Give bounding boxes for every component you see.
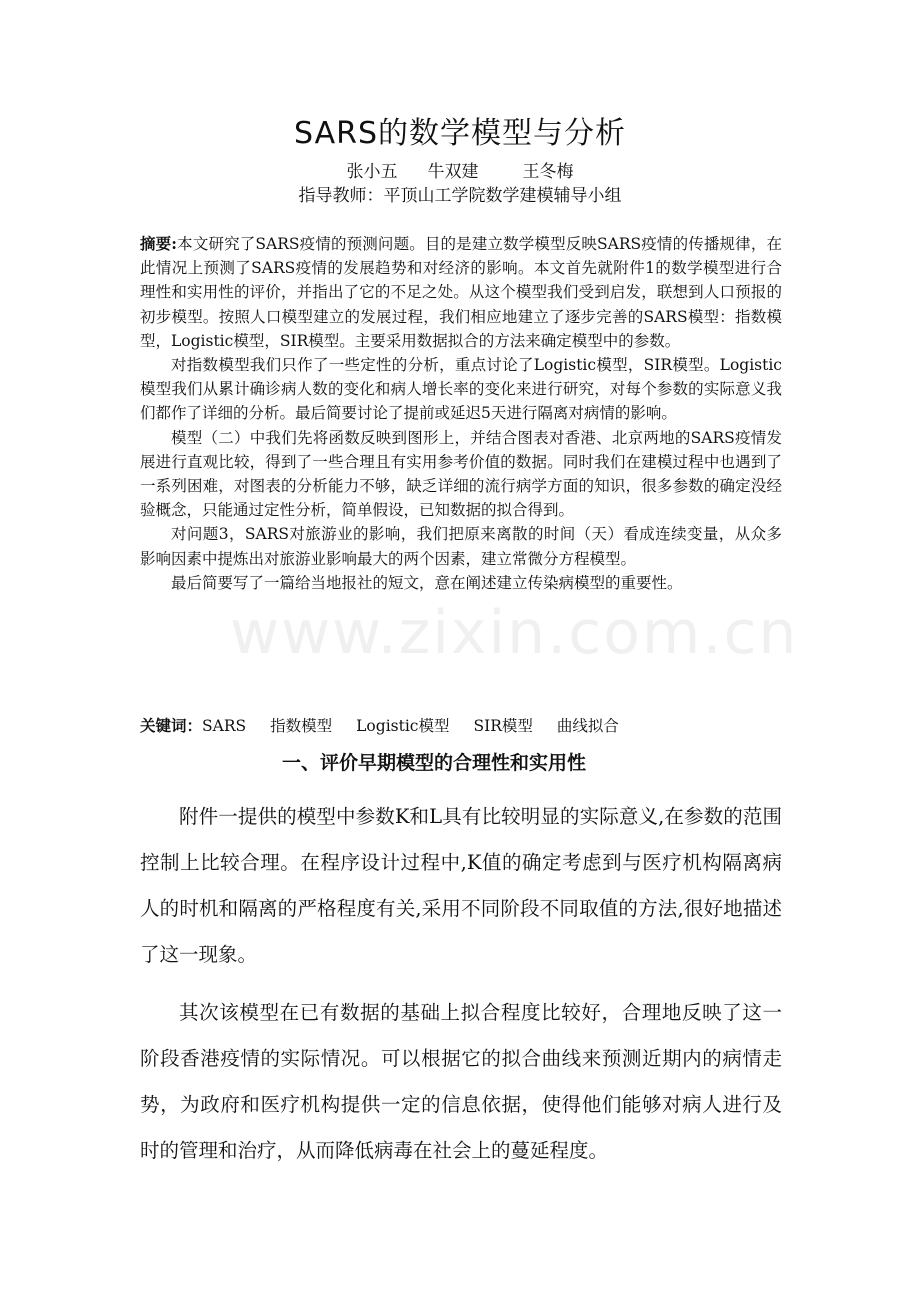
abstract-text: 本文研究了SARS疫情的预测问题。目的是建立数学模型反映SARS疫情的传播规律，在此情况上预测了SARS疫情的发展趋势和对经济的影响。本文首先就附件1的数学模型进行合理性和实用性的评价，并指出了它的不足之处。从这个模型我们受到启发，联想到人口预报的初步模型。按照人口模型建立的发展过程，我们相应地建立了逐步完善的SARS模型：指数模型，Logistic模型，SIR模型。主要采用数据拟合的方法来确定模型中的参数。 (140, 235, 782, 350)
abstract-paragraph: 对问题3，SARS对旅游业的影响，我们把原来离散的时间（天）看成连续变量，从众多影响因素中提炼出对旅游业影响最大的两个因素，建立常微分方程模型。 (140, 525, 782, 568)
abstract-paragraph: 最后简要写了一篇给当地报社的短文，意在阐述建立传染病模型的重要性。 (171, 573, 683, 592)
advisor-line: 指导教师：平顶山工学院数学建模辅导小组 (298, 186, 622, 206)
keyword: 曲线拟合 (556, 717, 619, 735)
keyword: SARS (202, 717, 247, 735)
author-name: 张小五 (346, 162, 398, 182)
keyword: Logistic模型 (356, 717, 450, 735)
abstract-section (140, 232, 782, 595)
section-heading: 一、评价早期模型的合理性和实用性 (281, 752, 586, 774)
keyword: 指数模型 (270, 717, 333, 735)
author-list (0, 160, 920, 184)
section-body (140, 794, 782, 1174)
author-name: 牛双建 (427, 162, 479, 182)
abstract-label: 摘要: (140, 234, 178, 253)
body-paragraph: 附件一提供的模型中参数K和L具有比较明显的实际意义,在参数的范围控制上比较合理。在程序设计过程中,K值的确定考虑到与医疗机构隔离病人的时机和隔离的严格程度有关,采用不同阶段不同取值的方法,很好地描述了这一现象。 (140, 805, 782, 966)
keywords-line (140, 714, 782, 738)
keywords-label: 关键词： (140, 716, 203, 735)
abstract-paragraph: 对指数模型我们只作了一些定性的分析，重点讨论了Logistic模型，SIR模型。Logistic模型我们从累计确诊病人数的变化和病人增长率的变化来进行研究，对每个参数的实际意义我们都作了详细的分析。最后简要讨论了提前或延迟5天进行隔离对病情的影响。 (140, 356, 782, 423)
abstract-paragraph (140, 232, 782, 353)
paper-title: SARS的数学模型与分析 (293, 116, 626, 151)
author-name: 王冬梅 (522, 162, 574, 182)
keyword: SIR模型 (473, 717, 533, 735)
body-paragraph: 其次该模型在已有数据的基础上拟合程度比较好，合理地反映了这一阶段香港疫情的实际情况。可以根据它的拟合曲线来预测近期内的病情走势，为政府和医疗机构提供一定的信息依据，使得他们能够对病人进行及时的管理和治疗，从而降低病毒在社会上的蔓延程度。 (140, 1001, 782, 1162)
watermark: www.zixin.com.cn (230, 598, 799, 668)
abstract-paragraph: 模型（二）中我们先将函数反映到图形上，并结合图表对香港、北京两地的SARS疫情发展进行直观比较，得到了一些合理且有实用参考价值的数据。同时我们在建模过程中也遇到了一系列困难，对图表的分析能力不够，缺乏详细的流行病学方面的知识，很多参数的确定没经验概念，只能通过定性分析，简单假设，已知数据的拟合得到。 (140, 428, 782, 520)
